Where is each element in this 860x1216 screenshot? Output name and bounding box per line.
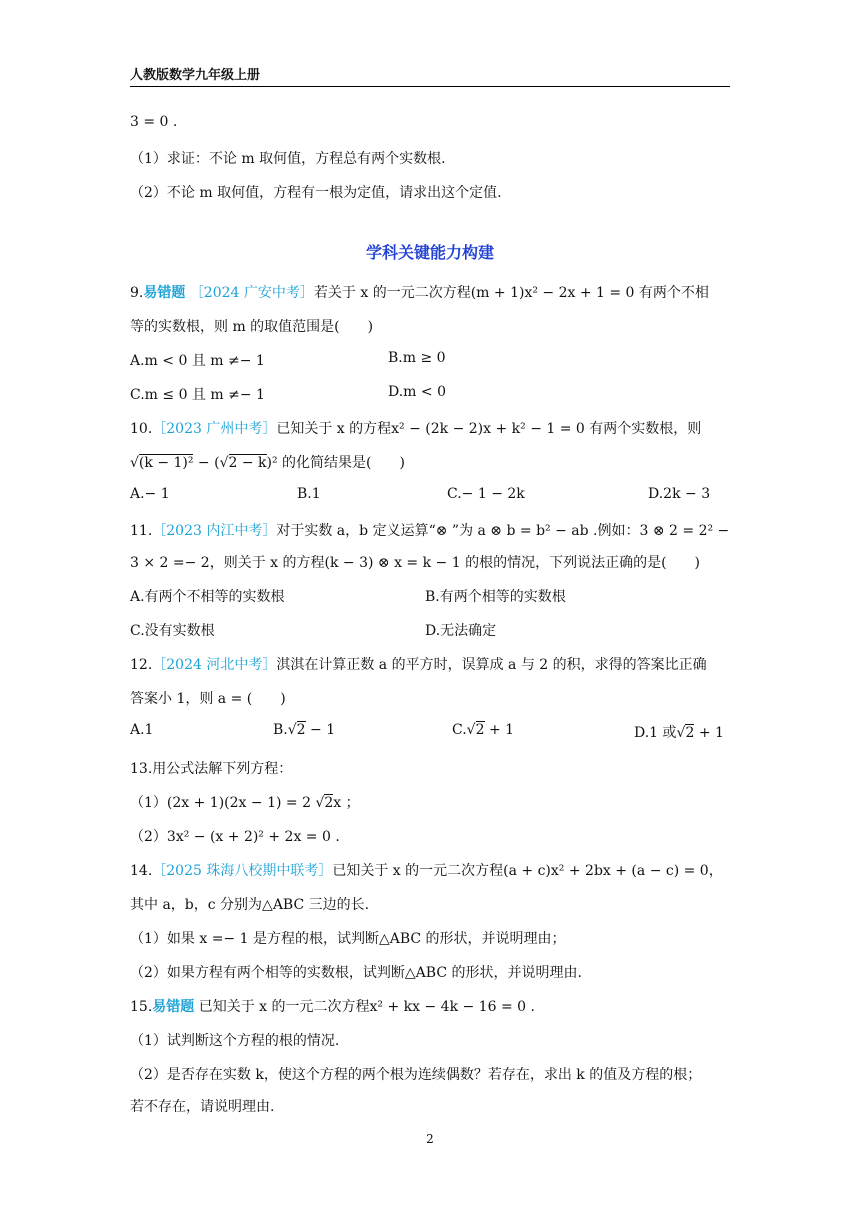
sqrt-icon: √	[219, 455, 229, 471]
q12-num: 12.	[130, 657, 153, 673]
section-title: 学科关键能力构建	[365, 243, 494, 262]
prev-tail: 3 = 0 .	[130, 114, 178, 130]
q9-text: 若关于 x 的一元二次方程(m + 1)x² − 2x + 1 = 0 有两个不相	[313, 285, 709, 301]
q12-option-b	[273, 722, 335, 738]
question-11-stem	[130, 520, 729, 540]
q15-part-3: 若不存在，请说明理由.	[130, 1099, 275, 1115]
q12-option-c	[452, 722, 514, 738]
q14-stem-2: 其中 a，b，c 分别为△ABC 三边的长.	[130, 897, 370, 913]
q12-option-a: A.1	[130, 722, 154, 738]
q9-option-b: B.m ≥ 0	[388, 350, 446, 366]
q10-stem-2	[130, 452, 405, 472]
q12-b-rest: − 1	[305, 722, 336, 738]
q9-stem-2: 等的实数根，则 m 的取值范围是( )	[130, 319, 374, 335]
q9-tag: 易错题	[143, 285, 186, 301]
q15-part-2: （2）是否存在实数 k，使这个方程的两个根为连续偶数？若存在，求出 k 的值及方程的根；	[130, 1067, 702, 1083]
q13-p1-radicand: 2	[324, 795, 334, 811]
sqrt-icon: √	[287, 722, 297, 738]
q10-option-a: A.− 1	[130, 486, 170, 502]
sqrt-icon: √	[130, 455, 139, 471]
q10-option-c: C.− 1 − 2k	[447, 486, 525, 502]
q12-c-label: C.	[452, 722, 467, 738]
q9-option-d: D.m < 0	[388, 384, 446, 400]
q12-b-radicand: 2	[296, 722, 306, 738]
sqrt-icon: √	[315, 795, 325, 811]
q14-part-2: （2）如果方程有两个相等的实数根，试判断△ABC 的形状，并说明理由.	[130, 965, 582, 981]
q14-num: 14.	[130, 863, 153, 879]
question-15-stem	[130, 996, 535, 1016]
q13-p1-lead: （1）(2x + 1)(2x − 1) = 2	[130, 795, 316, 811]
sqrt-icon: √	[466, 722, 476, 738]
q12-source: ［2024 河北中考］	[152, 657, 277, 673]
sqrt-icon: √	[676, 725, 686, 741]
q10-num: 10.	[130, 421, 153, 437]
q9-option-a: A.m < 0 且 m ≠− 1	[130, 353, 265, 369]
q12-text: 淇淇在计算正数 a 的平方时，误算成 a 与 2 的积，求得的答案比正确	[276, 657, 707, 673]
question-10-stem	[130, 418, 701, 438]
q12-stem-2: 答案小 1，则 a = ( )	[130, 691, 286, 707]
q11-option-c: C.没有实数根	[130, 623, 215, 639]
q15-text: 已知关于 x 的一元二次方程x² + kx − 4k − 16 = 0 .	[194, 999, 535, 1015]
q12-b-label: B.	[273, 722, 288, 738]
q12-c-rest: + 1	[484, 722, 515, 738]
page-number: 2	[426, 1132, 434, 1146]
q10-tail: )² 的化简结果是( )	[266, 455, 405, 471]
question-12-stem	[130, 654, 707, 674]
q11-option-b: B.有两个相等的实数根	[425, 589, 566, 605]
q13-part-2: （2）3x² − (x + 2)² + 2x = 0 .	[130, 829, 340, 845]
q11-stem-2: 3 × 2 =− 2，则关于 x 的方程(k − 3) ⊗ x = k − 1 的根的情况，下列说法正确的是( )	[130, 555, 701, 571]
q10-mid: − (	[193, 455, 220, 471]
q9-option-c: C.m ≤ 0 且 m ≠− 1	[130, 387, 265, 403]
page-header: 人教版数学九年级上册	[130, 68, 261, 83]
q13-p1-tail: x ；	[333, 795, 360, 811]
q10-radical-2: 2 − k	[228, 455, 267, 471]
question-14-stem	[130, 860, 723, 880]
q12-option-d	[634, 722, 724, 742]
q11-text: 对于实数 a，b 定义运算“⊗ ”为 a ⊗ b = b² − ab .例如：3 ⊗ 2 = 2² −	[276, 523, 730, 539]
q14-part-1: （1）如果 x =− 1 是方程的根，试判断△ABC 的形状，并说明理由；	[130, 931, 566, 947]
q10-source: ［2023 广州中考］	[152, 421, 277, 437]
q12-d-radicand: 2	[685, 725, 695, 741]
q11-source: ［2023 内江中考］	[152, 523, 277, 539]
q15-part-1: （1）试判断这个方程的根的情况.	[130, 1033, 340, 1049]
q14-source: ［2025 珠海八校期中联考］	[152, 863, 333, 879]
q10-radical-1: (k − 1)²	[138, 455, 194, 471]
q13-part-1	[130, 792, 360, 812]
q10-option-d: D.2k − 3	[648, 486, 711, 502]
q12-d-label: D.1 或	[634, 725, 677, 741]
q15-tag: 易错题	[152, 999, 195, 1015]
q11-option-a: A.有两个不相等的实数根	[130, 589, 285, 605]
prev-part-1: （1）求证：不论 m 取何值，方程总有两个实数根.	[130, 151, 446, 167]
q11-option-d: D.无法确定	[425, 623, 497, 639]
q10-option-b: B.1	[297, 486, 321, 502]
question-13-stem: 13.用公式法解下列方程：	[130, 761, 293, 777]
q12-c-radicand: 2	[475, 722, 485, 738]
prev-part-2: （2）不论 m 取何值，方程有一根为定值，请求出这个定值.	[130, 185, 502, 201]
question-9-stem	[130, 282, 709, 302]
q9-source: ［2024 广安中考］	[189, 285, 314, 301]
q11-num: 11.	[130, 523, 153, 539]
q12-d-rest: + 1	[694, 725, 724, 741]
q10-text: 已知关于 x 的方程x² − (2k − 2)x + k² − 1 = 0 有两个实数根，则	[276, 421, 702, 437]
q14-text: 已知关于 x 的一元二次方程(a + c)x² + 2bx + (a − c) = 0，	[332, 863, 723, 879]
q15-num: 15.	[130, 999, 153, 1015]
header-rule	[130, 86, 730, 87]
q9-num: 9.	[130, 285, 144, 301]
